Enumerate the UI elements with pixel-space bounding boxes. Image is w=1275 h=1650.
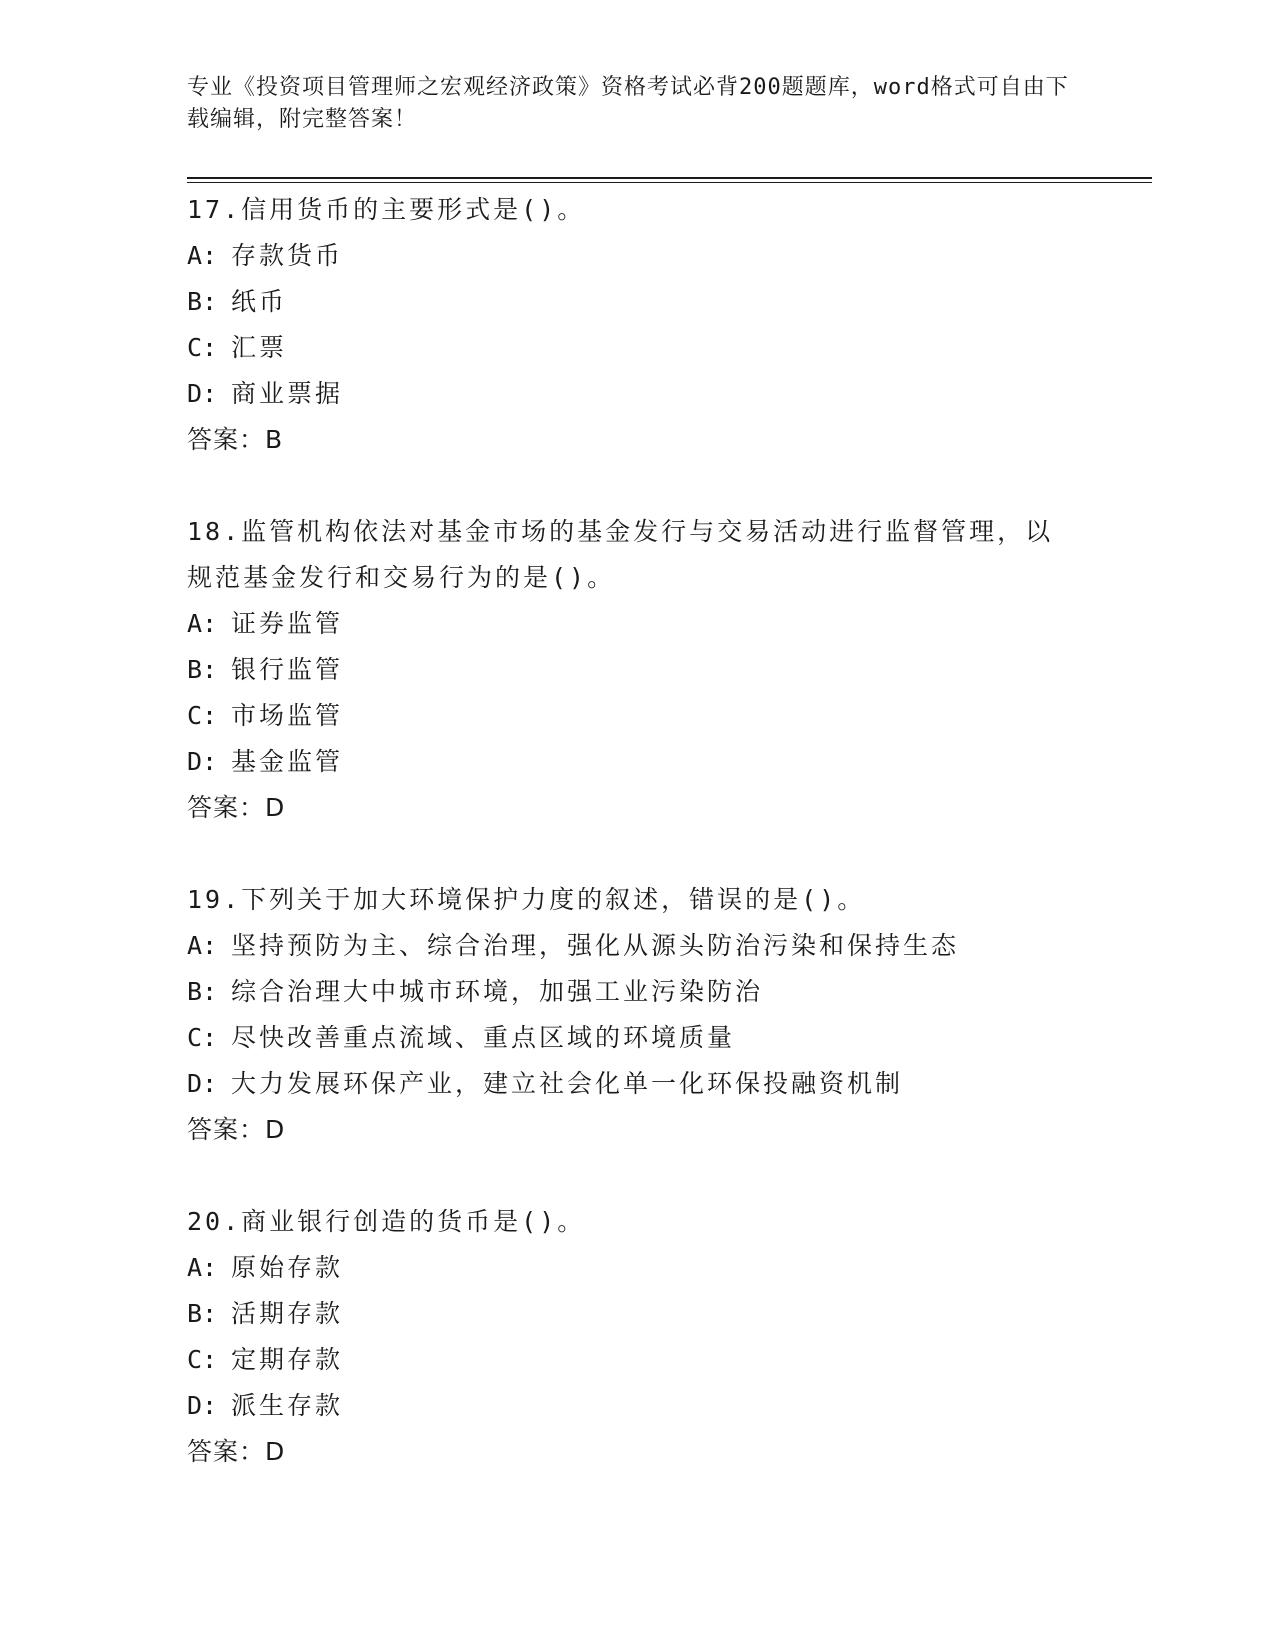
option-text: 基金监管	[231, 747, 344, 776]
question-list	[187, 187, 1087, 1521]
option-a	[187, 601, 1087, 647]
option-letter: B:	[187, 655, 218, 684]
option-letter: D:	[187, 379, 218, 408]
option-letter: A:	[187, 609, 218, 638]
option-letter: A:	[187, 931, 218, 960]
answer-line: 答案：B	[187, 425, 284, 454]
option-c	[187, 1337, 1087, 1383]
option-letter: A:	[187, 1253, 218, 1282]
option-text: 市场监管	[231, 701, 344, 730]
option-text: 银行监管	[231, 655, 344, 684]
question-20	[187, 1199, 1087, 1475]
option-a	[187, 923, 1087, 969]
option-c	[187, 325, 1087, 371]
option-letter: C:	[187, 333, 218, 362]
question-19	[187, 877, 1087, 1153]
option-d	[187, 739, 1087, 785]
option-letter: B:	[187, 287, 218, 316]
option-text: 证券监管	[231, 609, 344, 638]
option-text: 存款货币	[231, 241, 344, 270]
option-letter: C:	[187, 1345, 218, 1374]
question-stem: 19.下列关于加大环境保护力度的叙述，错误的是()。	[187, 885, 866, 914]
option-text: 活期存款	[231, 1299, 344, 1328]
option-a	[187, 233, 1087, 279]
option-text: 商业票据	[231, 379, 344, 408]
option-letter: D:	[187, 1391, 218, 1420]
option-text: 纸币	[231, 287, 288, 316]
header-divider	[187, 177, 1152, 183]
option-text: 综合治理大中城市环境，加强工业污染防治	[231, 977, 764, 1006]
question-18	[187, 509, 1087, 831]
option-b	[187, 279, 1087, 325]
option-text: 原始存款	[231, 1253, 344, 1282]
option-letter: C:	[187, 701, 218, 730]
option-b	[187, 647, 1087, 693]
question-stem: 18.监管机构依法对基金市场的基金发行与交易活动进行监督管理，以规范基金发行和交易行为的是()。	[187, 517, 1054, 592]
answer-line: 答案：D	[187, 793, 286, 822]
option-d	[187, 1383, 1087, 1429]
option-c	[187, 1015, 1087, 1061]
option-letter: D:	[187, 1069, 218, 1098]
question-stem: 20.商业银行创造的货币是()。	[187, 1207, 586, 1236]
option-letter: A:	[187, 241, 218, 270]
option-b	[187, 969, 1087, 1015]
option-a	[187, 1245, 1087, 1291]
option-letter: D:	[187, 747, 218, 776]
answer-line: 答案：D	[187, 1115, 286, 1144]
answer-line: 答案：D	[187, 1437, 286, 1466]
option-letter: B:	[187, 1299, 218, 1328]
option-text: 派生存款	[231, 1391, 344, 1420]
option-text: 定期存款	[231, 1345, 344, 1374]
option-d	[187, 371, 1087, 417]
option-text: 尽快改善重点流域、重点区域的环境质量	[231, 1023, 736, 1052]
question-17	[187, 187, 1087, 463]
option-text: 坚持预防为主、综合治理，强化从源头防治污染和保持生态	[231, 931, 960, 960]
option-b	[187, 1291, 1087, 1337]
option-letter: B:	[187, 977, 218, 1006]
question-stem: 17.信用货币的主要形式是()。	[187, 195, 586, 224]
option-letter: C:	[187, 1023, 218, 1052]
option-text: 汇票	[231, 333, 288, 362]
option-d	[187, 1061, 1087, 1107]
option-text: 大力发展环保产业，建立社会化单一化环保投融资机制	[231, 1069, 904, 1098]
document-header: 专业《投资项目管理师之宏观经济政策》资格考试必背200题题库，word格式可自由下载编辑，附完整答案！	[187, 75, 1069, 132]
option-c	[187, 693, 1087, 739]
